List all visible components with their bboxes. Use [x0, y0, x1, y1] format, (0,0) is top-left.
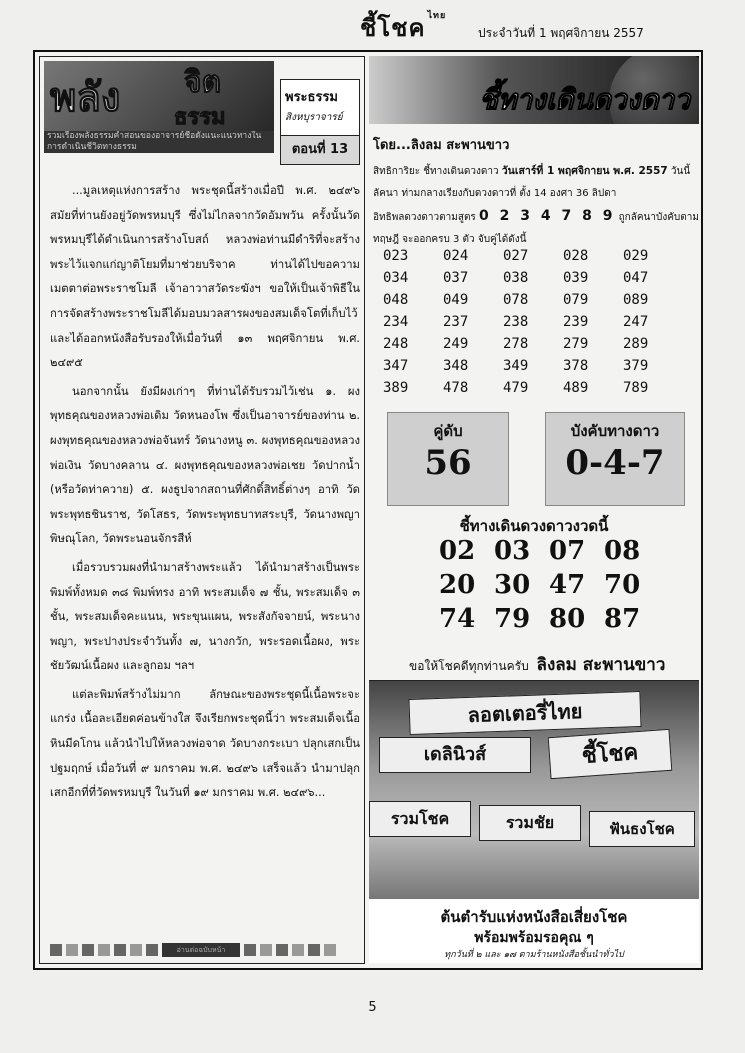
- pair-label: คู่ดับ: [433, 422, 463, 440]
- intro-text: วันนี้: [670, 166, 691, 177]
- column-horoscope: [369, 56, 699, 964]
- tonight-number: 02: [439, 536, 476, 566]
- key-digits: 0 2 3 4 7 8 9: [479, 208, 616, 224]
- signoff-text: ขอให้โชคดีทุกท่านครับ: [409, 659, 529, 673]
- intro-text: สิทธิการิยะ ชี้ทางเดินดวงดาว: [373, 166, 499, 177]
- decor-square: [130, 944, 142, 956]
- decor-square: [308, 944, 320, 956]
- decor-square: [292, 944, 304, 956]
- article-paragraph: ...มูลเหตุแห่งการสร้าง พระชุดนี้สร้างเมื่อปี พ.ศ. ๒๔๙๖ สมัยที่ท่านยังอยู่วัดพรหมบุรี ซึ่งไม่ไกลจากวัดอัมพวัน ครั้งนั้นวัดพรหมบุรีได้ดำเนินการสร้างโบสถ์ หลวงพ่อท่านมีดำริที่จะสร้างพระไว้แจกแก่ญาติโยมที่มาช่วยบริจาค ท่านได้ไปขอความเมตตาต่อพระราชโมลี เจ้าอาวาสวัดระฆังฯ ขอให้เป็นเจ้าพิธีในการจัดสร้างพระราชโมลีได้มอบมวลสารผงของสมเด็จโตที่เก็บไว้ และได้ออกหนังสือรับรองให้เมื่อวันที่ ๑๓ พฤศจิกายน พ.ศ. ๒๔๙๕: [50, 184, 360, 370]
- triple-number: 389: [383, 380, 409, 396]
- article-paragraph: แต่ละพิมพ์สร้างไม่มาก ลักษณะของพระชุดนี้เนื้อพระจะแกร่ง เนื้อละเอียดค่อนข้างใส จึงเรียกพระชุดนี้ว่า พระสมเด็จเนื้อหินมีดโกน แล้วนำไปให้หลวงพ่อจาด วัดบางกระเบา ปลุกเสกเป็นปฐมฤกษ์ เมื่อวันที่ ๙ มกราคม พ.ศ. ๒๔๙๖ เสร็จแล้ว นำมาปลุกเสกอีกที่ที่วัดพรหมบุรี ในวันที่ ๑๙ มกราคม พ.ศ. ๒๔๙๖...: [50, 687, 360, 800]
- episode-label: ตอนที่ 13: [281, 135, 359, 164]
- horoscope-intro: [373, 160, 699, 251]
- triple-number: 349: [503, 358, 529, 374]
- tonight-number: 08: [604, 536, 641, 566]
- decor-square: [114, 944, 126, 956]
- tonight-number: 74: [439, 604, 476, 634]
- column-banner: [44, 61, 274, 153]
- triple-number: 038: [503, 270, 529, 286]
- tonight-title: ชี้ทางเดินดวงดาวงวดนี้: [459, 517, 609, 535]
- byline: โดย...ลิงลม สะพานขาว: [373, 138, 510, 153]
- column-article: [39, 56, 365, 964]
- triple-number: 237: [443, 314, 469, 330]
- tonight-number: 79: [494, 604, 531, 634]
- signoff: [409, 651, 665, 678]
- tonight-number: 30: [494, 570, 531, 600]
- tonight-number: 87: [604, 604, 641, 634]
- decor-square: [324, 944, 336, 956]
- author-name: พระธรรม: [285, 90, 339, 105]
- decor-square: [260, 944, 272, 956]
- intro-line: ทฤษฎี จะออกครบ 3 ตัว จับคู่ได้ดังนี้: [373, 234, 527, 245]
- triple-number: 079: [563, 292, 589, 308]
- triple-number: 379: [623, 358, 649, 374]
- continued-label: อ่านต่อฉบับหน้า: [162, 943, 240, 957]
- horoscope-title: ชี้ทางเดินดวงดาว: [479, 83, 690, 116]
- decor-square: [66, 944, 78, 956]
- triple-number-grid: [383, 246, 683, 398]
- triple-number: 234: [383, 314, 409, 330]
- triple-number: 049: [443, 292, 469, 308]
- forced-digits-value: 0-4-7: [565, 443, 665, 483]
- decor-square: [146, 944, 158, 956]
- triple-number: 039: [563, 270, 589, 286]
- article-body: [50, 179, 360, 810]
- triple-number: 027: [503, 248, 529, 264]
- tonight-number: 70: [604, 570, 641, 600]
- triple-number: 289: [623, 336, 649, 352]
- article-paragraph: เมื่อรวบรวมผงที่นำมาสร้างพระแล้ว ได้นำมาสร้างเป็นพระพิมพ์ทั้งหมด ๓๘ พิมพ์ทรง อาทิ พระสมเด็จ ๗ ชั้น, พระสมเด็จ ๓ ชั้น, พระสมเด็จคะแนน, พระขุนแผน, พระสังกัจจายน์, พระนางพญา, พระปางประจำวันทั้ง ๗, นางกวัก, พระรอดเนื้อผง, พระชัยวัฒน์เนื้อผง และลูกอม ฯลฯ: [50, 560, 360, 673]
- triple-number: 789: [623, 380, 649, 396]
- ad-paper: เดลินิวส์: [379, 737, 531, 773]
- ad-subheadline: พร้อมพร้อมรอคุณ ๆ: [474, 930, 594, 946]
- triple-number: 478: [443, 380, 469, 396]
- banner-title-a: พลัง: [50, 74, 121, 121]
- triple-number: 034: [383, 270, 409, 286]
- triple-number: 037: [443, 270, 469, 286]
- intro-text: อิทธิพลดวงดาวตามสูตร: [373, 212, 476, 223]
- triple-number: 249: [443, 336, 469, 352]
- masthead-name: ชี้โชค: [360, 13, 426, 42]
- triple-number: 247: [623, 314, 649, 330]
- ad-headline: ต้นตำรับแห่งหนังสือเสี่ยงโชค: [440, 908, 628, 926]
- banner-title-c: ธรรม: [174, 104, 226, 130]
- ad-paper: รวมโชค: [369, 801, 471, 837]
- triple-number: 279: [563, 336, 589, 352]
- tonight-number: 47: [549, 570, 586, 600]
- triple-number: 028: [563, 248, 589, 264]
- intro-date: วันเสาร์ที่ 1 พฤศจิกายน พ.ศ. 2557: [501, 165, 668, 177]
- tonight-number: 07: [549, 536, 586, 566]
- triple-number: 029: [623, 248, 649, 264]
- triple-number: 078: [503, 292, 529, 308]
- tonight-number: 03: [494, 536, 531, 566]
- author-role: สิงหบุราจารย์: [285, 112, 343, 123]
- tonight-number: 80: [549, 604, 586, 634]
- ad-paper: รวมชัย: [479, 805, 581, 841]
- triple-number: 048: [383, 292, 409, 308]
- author-box: [280, 79, 360, 165]
- page-number: 5: [368, 1000, 377, 1015]
- triple-number: 238: [503, 314, 529, 330]
- column-footer-strip: [50, 943, 360, 957]
- triple-number: 239: [563, 314, 589, 330]
- triple-number: 489: [563, 380, 589, 396]
- masthead-logo: [360, 8, 446, 47]
- intro-text: ถูกลัคนาบังคับตาม: [618, 212, 699, 223]
- advertisement: [369, 680, 699, 963]
- intro-line: [373, 160, 699, 183]
- decor-square: [98, 944, 110, 956]
- article-paragraph: นอกจากนั้น ยังมีผงเก่าๆ ที่ท่านได้รับรวมไว้เช่น ๑. ผงพุทธคุณของหลวงพ่อเดิม วัดหนองโพ ซึ่งเป็นอาจารย์ของท่าน ๒. ผงพุทธคุณของหลวงพ่อจันทร์ วัดนางหนู ๓. ผงพุทธคุณของหลวงพ่อเงิน วัดบางคลาน ๔. ผงพุทธคุณของหลวงพ่อเชย วัดปากน้ำ (หรือวัดท่าควาย) ๕. ผงธูปจากสถานที่ศักดิ์สิทธิ์ต่างๆ อาทิ วัดพระพุทธชินราช, วัดโสธร, วัดพระพุทธบาทสระบุรี, วัดนางพญา พิษณุโลก, วัดพระนอนจักรสีห์: [50, 384, 360, 546]
- triple-number: 248: [383, 336, 409, 352]
- ad-paper: ลอตเตอรี่ไทย: [408, 691, 641, 735]
- triple-number: 378: [563, 358, 589, 374]
- tonight-number-grid: [439, 536, 659, 634]
- newspaper-stack-photo: [369, 681, 699, 899]
- triple-number: 047: [623, 270, 649, 286]
- forced-digits-label: บังคับทางดาว: [570, 422, 660, 440]
- decor-square: [50, 944, 62, 956]
- decor-square: [276, 944, 288, 956]
- triple-number: 278: [503, 336, 529, 352]
- triple-number: 479: [503, 380, 529, 396]
- pair-box: [387, 412, 509, 506]
- decor-square: [244, 944, 256, 956]
- horoscope-hero: [369, 56, 699, 124]
- triple-number: 089: [623, 292, 649, 308]
- masthead-mark: ไทย: [427, 11, 447, 21]
- issue-date: ประจำวันที่ 1 พฤศจิกายน 2557: [478, 26, 644, 40]
- pair-value: 56: [424, 443, 472, 483]
- triple-number: 023: [383, 248, 409, 264]
- decor-square: [82, 944, 94, 956]
- ad-schedule: ทุกวันที่ ๒ และ ๑๗ ตามร้านหนังสือชั้นนำทั่วไป: [444, 950, 624, 960]
- signoff-name: ลิงลม สะพานขาว: [536, 655, 666, 675]
- triple-number: 347: [383, 358, 409, 374]
- tonight-number: 20: [439, 570, 476, 600]
- forced-digits-box: [545, 412, 685, 506]
- intro-line: ลัคนา ท่ามกลางเรียงกับดวงดาวที่ ตั้ง 14 องศา 36 ลิปดา: [373, 188, 617, 199]
- triple-number: 348: [443, 358, 469, 374]
- banner-subtitle: รวมเรื่องพลังธรรมคำสอนของอาจารย์ชื่อดังแนะแนวทางในการดำเนินชีวิตทางธรรม: [44, 131, 274, 153]
- page-frame: [33, 50, 703, 970]
- ad-paper: ฟันธงโชค: [589, 811, 695, 847]
- banner-title-b: จิต: [184, 65, 222, 100]
- ad-paper: ชี้โชค: [548, 729, 673, 779]
- triple-number: 024: [443, 248, 469, 264]
- intro-line: [373, 205, 699, 229]
